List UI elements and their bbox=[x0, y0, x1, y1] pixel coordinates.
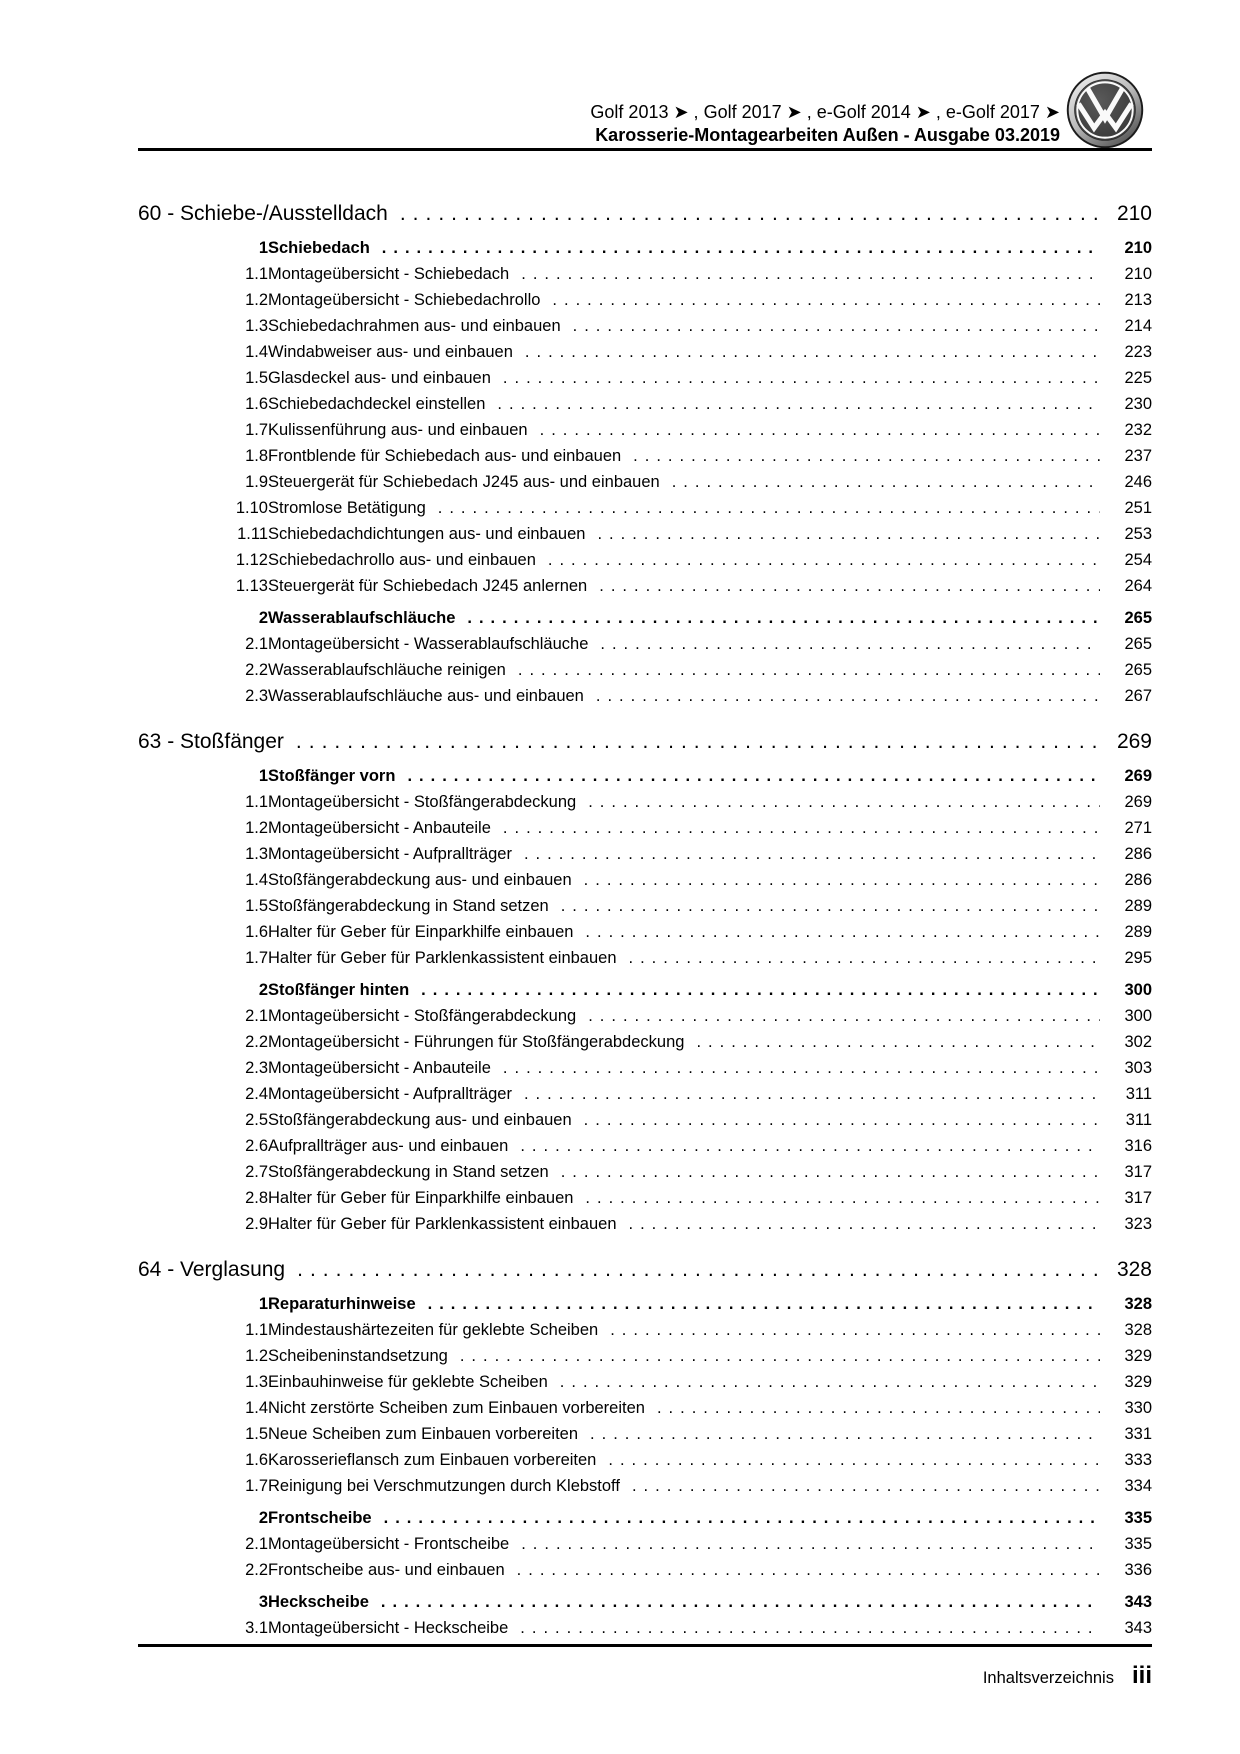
toc-entry-row bbox=[138, 1557, 1152, 1583]
page-header bbox=[590, 101, 1060, 147]
entry-number: 1.7 bbox=[245, 421, 268, 439]
toc-entry-row bbox=[138, 1055, 1152, 1081]
dot-leader bbox=[297, 1255, 1100, 1285]
entry-page-number: 264 bbox=[1124, 577, 1152, 595]
entry-number: 1.7 bbox=[245, 1477, 268, 1495]
toc-section-heading-row bbox=[138, 1255, 1152, 1285]
dot-leader bbox=[548, 547, 1100, 573]
entry-page-number: 317 bbox=[1124, 1163, 1152, 1181]
entry-title: Halter für Geber für Einparkhilfe einbauen bbox=[268, 1189, 574, 1207]
entry-title: Montageübersicht - Stoßfängerabdeckung bbox=[268, 1007, 577, 1025]
toc-entry-row bbox=[138, 443, 1152, 469]
entry-title: Montageübersicht - Aufprallträger bbox=[268, 845, 512, 863]
entry-page-number: 295 bbox=[1124, 949, 1152, 967]
dot-leader bbox=[596, 683, 1100, 709]
page-footer bbox=[138, 1662, 1152, 1690]
entry-title: Stromlose Betätigung bbox=[268, 499, 426, 517]
entry-number: 1 bbox=[258, 767, 268, 785]
dot-leader bbox=[421, 977, 1100, 1003]
toc-entry-row bbox=[138, 495, 1152, 521]
dot-leader bbox=[521, 261, 1100, 287]
entry-number: 1.11 bbox=[237, 525, 268, 543]
entry-page-number: 286 bbox=[1124, 845, 1152, 863]
entry-page-number: 225 bbox=[1124, 369, 1152, 387]
toc-entry-row bbox=[138, 1531, 1152, 1557]
toc-entry-row bbox=[138, 313, 1152, 339]
toc-entry-row bbox=[138, 631, 1152, 657]
entry-title: Wasserablaufschläuche reinigen bbox=[268, 661, 506, 679]
toc-entry-row bbox=[138, 1473, 1152, 1499]
entry-page-number: 254 bbox=[1124, 551, 1152, 569]
toc-section bbox=[138, 727, 1152, 1237]
entry-number: 1.13 bbox=[235, 577, 268, 595]
entry-title: Steuergerät für Schiebedach J245 aus- und einbauen bbox=[268, 473, 660, 491]
entry-page-number: 317 bbox=[1124, 1189, 1152, 1207]
toc-entry-row bbox=[138, 287, 1152, 313]
dot-leader bbox=[629, 1211, 1100, 1237]
entry-number: 2 bbox=[258, 981, 268, 999]
entry-page-number: 303 bbox=[1124, 1059, 1152, 1077]
entry-page-number: 335 bbox=[1124, 1535, 1152, 1553]
entry-page-number: 323 bbox=[1124, 1215, 1152, 1233]
entry-number: 1.6 bbox=[245, 923, 268, 941]
dot-leader bbox=[503, 1055, 1100, 1081]
dot-leader bbox=[672, 469, 1100, 495]
toc-entry-row bbox=[138, 1029, 1152, 1055]
entry-title: Karosserieflansch zum Einbauen vorbereiten bbox=[268, 1451, 597, 1469]
entry-page-number: 237 bbox=[1124, 447, 1152, 465]
dot-leader bbox=[518, 657, 1100, 683]
entry-page-number: 334 bbox=[1124, 1477, 1152, 1495]
entry-number: 1.4 bbox=[245, 871, 268, 889]
dot-leader bbox=[590, 1421, 1100, 1447]
entry-title: Neue Scheiben zum Einbauen vorbereiten bbox=[268, 1425, 579, 1443]
toc-entry-row bbox=[138, 867, 1152, 893]
dot-leader bbox=[384, 1505, 1100, 1531]
entry-number: 1.8 bbox=[245, 447, 268, 465]
toc-entry-row bbox=[138, 235, 1152, 261]
entry-number: 1.1 bbox=[245, 1321, 268, 1339]
entry-title: Nicht zerstörte Scheiben zum Einbauen vorbereiten bbox=[268, 1399, 645, 1417]
toc-entry-row bbox=[138, 469, 1152, 495]
entry-title: Schiebedachdichtungen aus- und einbauen bbox=[268, 525, 586, 543]
entry-number: 2.7 bbox=[245, 1163, 268, 1181]
dot-leader bbox=[428, 1291, 1100, 1317]
entry-number: 2.2 bbox=[245, 661, 268, 679]
entry-title: Frontblende für Schiebedach aus- und einbauen bbox=[268, 447, 622, 465]
entry-number: 2.1 bbox=[245, 635, 268, 653]
entry-number: 1.5 bbox=[245, 1425, 268, 1443]
entry-page-number: 223 bbox=[1124, 343, 1152, 361]
entry-page-number: 343 bbox=[1124, 1593, 1152, 1611]
entry-title: Schiebedachrollo aus- und einbauen bbox=[268, 551, 536, 569]
toc-section bbox=[138, 199, 1152, 709]
entry-number: 1.5 bbox=[245, 897, 268, 915]
toc-entry-row bbox=[138, 1159, 1152, 1185]
entry-page-number: 335 bbox=[1124, 1509, 1152, 1527]
entry-number: 1.4 bbox=[245, 1399, 268, 1417]
entry-number: 1 bbox=[258, 239, 268, 257]
section-page-number: 210 bbox=[1116, 202, 1152, 225]
entry-number: 2.2 bbox=[245, 1033, 268, 1051]
entry-page-number: 265 bbox=[1124, 635, 1152, 653]
toc-section-heading-row bbox=[138, 727, 1152, 757]
entry-page-number: 210 bbox=[1124, 265, 1152, 283]
toc-entry-row bbox=[138, 945, 1152, 971]
entry-title: Montageübersicht - Stoßfängerabdeckung bbox=[268, 793, 577, 811]
entry-number: 2.1 bbox=[245, 1535, 268, 1553]
entry-title: Montageübersicht - Wasserablaufschläuche bbox=[268, 635, 589, 653]
entry-page-number: 286 bbox=[1124, 871, 1152, 889]
dot-leader bbox=[599, 573, 1100, 599]
dot-leader bbox=[560, 1369, 1100, 1395]
entry-number: 3.1 bbox=[245, 1619, 268, 1637]
dot-leader bbox=[585, 1185, 1100, 1211]
entry-page-number: 265 bbox=[1124, 609, 1152, 627]
section-title: 63 - Stoßfänger bbox=[138, 730, 284, 753]
entry-number: 1.7 bbox=[245, 949, 268, 967]
entry-page-number: 343 bbox=[1124, 1619, 1152, 1637]
section-page-number: 269 bbox=[1116, 730, 1152, 753]
entry-page-number: 269 bbox=[1124, 793, 1152, 811]
dot-leader bbox=[561, 893, 1100, 919]
toc-entry-row bbox=[138, 893, 1152, 919]
dot-leader bbox=[584, 867, 1100, 893]
toc-entry-row bbox=[138, 1421, 1152, 1447]
entry-page-number: 300 bbox=[1124, 1007, 1152, 1025]
entry-number: 2.1 bbox=[245, 1007, 268, 1025]
entry-title: Schiebedach bbox=[268, 239, 370, 257]
entry-title: Stoßfängerabdeckung aus- und einbauen bbox=[268, 1111, 572, 1129]
entry-number: 1.6 bbox=[245, 395, 268, 413]
section-title: 60 - Schiebe-/Ausstelldach bbox=[138, 202, 388, 225]
entry-page-number: 311 bbox=[1125, 1085, 1152, 1103]
entry-number: 1.2 bbox=[245, 1347, 268, 1365]
dot-leader bbox=[497, 391, 1100, 417]
entry-title: Montageübersicht - Anbauteile bbox=[268, 819, 491, 837]
toc-entry-row bbox=[138, 815, 1152, 841]
entry-page-number: 289 bbox=[1124, 923, 1152, 941]
entry-title: Halter für Geber für Einparkhilfe einbauen bbox=[268, 923, 574, 941]
entry-number: 3 bbox=[258, 1593, 268, 1611]
toc-entry-row bbox=[138, 1343, 1152, 1369]
header-model-line: Golf 2013 ➤ , Golf 2017 ➤ , e-Golf 2014 ➤ , e-Golf 2017 ➤ bbox=[590, 102, 1060, 122]
entry-number: 2 bbox=[258, 1509, 268, 1527]
dot-leader bbox=[588, 789, 1100, 815]
dot-leader bbox=[381, 1589, 1100, 1615]
entry-title: Montageübersicht - Frontscheibe bbox=[268, 1535, 510, 1553]
entry-number: 1.1 bbox=[245, 793, 268, 811]
toc-entry-row bbox=[138, 1107, 1152, 1133]
dot-leader bbox=[584, 1107, 1100, 1133]
entry-number: 1.5 bbox=[245, 369, 268, 387]
dot-leader bbox=[524, 841, 1100, 867]
dot-leader bbox=[438, 495, 1100, 521]
entry-title: Halter für Geber für Parklenkassistent einbauen bbox=[268, 1215, 617, 1233]
entry-page-number: 253 bbox=[1124, 525, 1152, 543]
entry-page-number: 329 bbox=[1124, 1347, 1152, 1365]
entry-title: Windabweiser aus- und einbauen bbox=[268, 343, 513, 361]
entry-number: 1.12 bbox=[235, 551, 268, 569]
volkswagen-logo-icon bbox=[1066, 71, 1144, 149]
entry-title: Montageübersicht - Schiebedachrollo bbox=[268, 291, 541, 309]
entry-title: Montageübersicht - Schiebedach bbox=[268, 265, 510, 283]
entry-page-number: 333 bbox=[1124, 1451, 1152, 1469]
header-document-title: Karosserie-Montagearbeiten Außen - Ausgabe 03.2019 bbox=[595, 125, 1060, 145]
dot-leader bbox=[552, 287, 1100, 313]
table-of-contents bbox=[138, 151, 1152, 1641]
entry-title: Stoßfängerabdeckung aus- und einbauen bbox=[268, 871, 572, 889]
toc-entry-row bbox=[138, 1185, 1152, 1211]
entry-title: Montageübersicht - Aufprallträger bbox=[268, 1085, 512, 1103]
dot-leader bbox=[629, 945, 1100, 971]
entry-title: Kulissenführung aus- und einbauen bbox=[268, 421, 528, 439]
dot-leader bbox=[520, 1133, 1100, 1159]
entry-page-number: 246 bbox=[1124, 473, 1152, 491]
dot-leader bbox=[657, 1395, 1100, 1421]
toc-entry-row bbox=[138, 683, 1152, 709]
entry-title: Glasdeckel aus- und einbauen bbox=[268, 369, 491, 387]
toc-entry-row bbox=[138, 657, 1152, 683]
entry-page-number: 289 bbox=[1124, 897, 1152, 915]
toc-entry-row bbox=[138, 1211, 1152, 1237]
toc-entry-row bbox=[138, 605, 1152, 631]
entry-page-number: 329 bbox=[1124, 1373, 1152, 1391]
entry-page-number: 311 bbox=[1125, 1111, 1152, 1129]
entry-title: Montageübersicht - Anbauteile bbox=[268, 1059, 491, 1077]
toc-entry-row bbox=[138, 1505, 1152, 1531]
toc-entry-row bbox=[138, 1133, 1152, 1159]
dot-leader bbox=[588, 1003, 1100, 1029]
dot-leader bbox=[585, 919, 1100, 945]
entry-page-number: 214 bbox=[1124, 317, 1152, 335]
entry-number: 1.3 bbox=[245, 845, 268, 863]
toc-section-heading-row bbox=[138, 199, 1152, 229]
entry-page-number: 328 bbox=[1124, 1321, 1152, 1339]
entry-page-number: 251 bbox=[1124, 499, 1152, 517]
toc-entry-row bbox=[138, 919, 1152, 945]
entry-number: 2.4 bbox=[245, 1085, 268, 1103]
dot-leader bbox=[503, 815, 1100, 841]
entry-number: 2.3 bbox=[245, 1059, 268, 1077]
entry-title: Scheibeninstandsetzung bbox=[268, 1347, 448, 1365]
entry-title: Montageübersicht - Heckscheibe bbox=[268, 1619, 509, 1637]
entry-page-number: 265 bbox=[1124, 661, 1152, 679]
entry-page-number: 330 bbox=[1124, 1399, 1152, 1417]
entry-title: Steuergerät für Schiebedach J245 anlernen bbox=[268, 577, 588, 595]
entry-number: 1.3 bbox=[245, 1373, 268, 1391]
dot-leader bbox=[517, 1557, 1100, 1583]
entry-page-number: 210 bbox=[1124, 239, 1152, 257]
toc-entry-row bbox=[138, 1369, 1152, 1395]
toc-entry-row bbox=[138, 1615, 1152, 1641]
toc-entry-row bbox=[138, 763, 1152, 789]
footer-page-number: iii bbox=[1131, 1662, 1152, 1689]
entry-title: Reinigung bei Verschmutzungen durch Klebstoff bbox=[268, 1477, 620, 1495]
entry-number: 2.8 bbox=[245, 1189, 268, 1207]
entry-page-number: 302 bbox=[1124, 1033, 1152, 1051]
dot-leader bbox=[540, 417, 1100, 443]
entry-title: Reparaturhinweise bbox=[268, 1295, 416, 1313]
entry-title: Stoßfänger hinten bbox=[268, 981, 410, 999]
entry-number: 1.1 bbox=[245, 265, 268, 283]
toc-entry-row bbox=[138, 1447, 1152, 1473]
entry-number: 1 bbox=[258, 1295, 268, 1313]
toc-section bbox=[138, 1255, 1152, 1641]
dot-leader bbox=[608, 1447, 1100, 1473]
toc-entry-row bbox=[138, 1395, 1152, 1421]
dot-leader bbox=[597, 521, 1100, 547]
entry-number: 2.3 bbox=[245, 687, 268, 705]
section-page-number: 328 bbox=[1116, 1258, 1152, 1281]
entry-title: Einbauhinweise für geklebte Scheiben bbox=[268, 1373, 548, 1391]
dot-leader bbox=[521, 1531, 1100, 1557]
toc-entry-row bbox=[138, 521, 1152, 547]
entry-title: Schiebedachdeckel einstellen bbox=[268, 395, 486, 413]
toc-entry-row bbox=[138, 547, 1152, 573]
entry-title: Mindestaushärtezeiten für geklebte Scheiben bbox=[268, 1321, 599, 1339]
toc-entry-row bbox=[138, 1081, 1152, 1107]
entry-title: Frontscheibe aus- und einbauen bbox=[268, 1561, 505, 1579]
section-title: 64 - Verglasung bbox=[138, 1258, 286, 1281]
toc-entry-row bbox=[138, 789, 1152, 815]
toc-entry-row bbox=[138, 417, 1152, 443]
toc-entry-row bbox=[138, 391, 1152, 417]
entry-title: Wasserablaufschläuche aus- und einbauen bbox=[268, 687, 584, 705]
toc-entry-row bbox=[138, 1317, 1152, 1343]
entry-page-number: 300 bbox=[1124, 981, 1152, 999]
footer-divider-rule bbox=[138, 1644, 1152, 1647]
entry-number: 1.9 bbox=[245, 473, 268, 491]
dot-leader bbox=[561, 1159, 1100, 1185]
dot-leader bbox=[467, 605, 1100, 631]
entry-page-number: 232 bbox=[1124, 421, 1152, 439]
toc-entry-row bbox=[138, 1291, 1152, 1317]
entry-page-number: 316 bbox=[1124, 1137, 1152, 1155]
dot-leader bbox=[503, 365, 1100, 391]
dot-leader bbox=[632, 1473, 1100, 1499]
entry-title: Montageübersicht - Führungen für Stoßfängerabdeckung bbox=[268, 1033, 685, 1051]
dot-leader bbox=[633, 443, 1100, 469]
entry-title: Halter für Geber für Parklenkassistent einbauen bbox=[268, 949, 617, 967]
entry-number: 1.2 bbox=[245, 819, 268, 837]
entry-title: Wasserablaufschläuche bbox=[268, 609, 456, 627]
entry-page-number: 328 bbox=[1124, 1295, 1152, 1313]
dot-leader bbox=[407, 763, 1100, 789]
dot-leader bbox=[525, 339, 1100, 365]
entry-page-number: 230 bbox=[1124, 395, 1152, 413]
footer-section-label: Inhaltsverzeichnis bbox=[982, 1669, 1114, 1687]
dot-leader bbox=[460, 1343, 1100, 1369]
entry-number: 2 bbox=[258, 609, 268, 627]
toc-entry-row bbox=[138, 261, 1152, 287]
toc-entry-row bbox=[138, 977, 1152, 1003]
entry-page-number: 213 bbox=[1124, 291, 1152, 309]
entry-title: Schiebedachrahmen aus- und einbauen bbox=[268, 317, 561, 335]
entry-title: Stoßfängerabdeckung in Stand setzen bbox=[268, 897, 549, 915]
entry-title: Stoßfänger vorn bbox=[268, 767, 396, 785]
entry-title: Stoßfängerabdeckung in Stand setzen bbox=[268, 1163, 549, 1181]
dot-leader bbox=[600, 631, 1100, 657]
dot-leader bbox=[610, 1317, 1100, 1343]
dot-leader bbox=[296, 727, 1100, 757]
entry-page-number: 269 bbox=[1124, 767, 1152, 785]
toc-entry-row bbox=[138, 339, 1152, 365]
entry-title: Aufprallträger aus- und einbauen bbox=[268, 1137, 509, 1155]
entry-title: Frontscheibe bbox=[268, 1509, 372, 1527]
dot-leader bbox=[696, 1029, 1100, 1055]
entry-number: 1.4 bbox=[245, 343, 268, 361]
toc-entry-row bbox=[138, 573, 1152, 599]
entry-number: 1.2 bbox=[245, 291, 268, 309]
dot-leader bbox=[573, 313, 1100, 339]
dot-leader bbox=[520, 1615, 1100, 1641]
entry-number: 2.6 bbox=[245, 1137, 268, 1155]
entry-page-number: 271 bbox=[1124, 819, 1152, 837]
dot-leader bbox=[400, 199, 1100, 229]
entry-title: Heckscheibe bbox=[268, 1593, 369, 1611]
dot-leader bbox=[524, 1081, 1100, 1107]
entry-number: 2.9 bbox=[245, 1215, 268, 1233]
entry-page-number: 331 bbox=[1124, 1425, 1152, 1443]
entry-page-number: 267 bbox=[1124, 687, 1152, 705]
entry-number: 2.2 bbox=[245, 1561, 268, 1579]
toc-entry-row bbox=[138, 841, 1152, 867]
entry-number: 2.5 bbox=[245, 1111, 268, 1129]
dot-leader bbox=[382, 235, 1100, 261]
toc-entry-row bbox=[138, 1589, 1152, 1615]
entry-number: 1.6 bbox=[245, 1451, 268, 1469]
entry-number: 1.3 bbox=[245, 317, 268, 335]
toc-entry-row bbox=[138, 365, 1152, 391]
entry-page-number: 336 bbox=[1124, 1561, 1152, 1579]
entry-number: 1.10 bbox=[235, 499, 268, 517]
toc-entry-row bbox=[138, 1003, 1152, 1029]
